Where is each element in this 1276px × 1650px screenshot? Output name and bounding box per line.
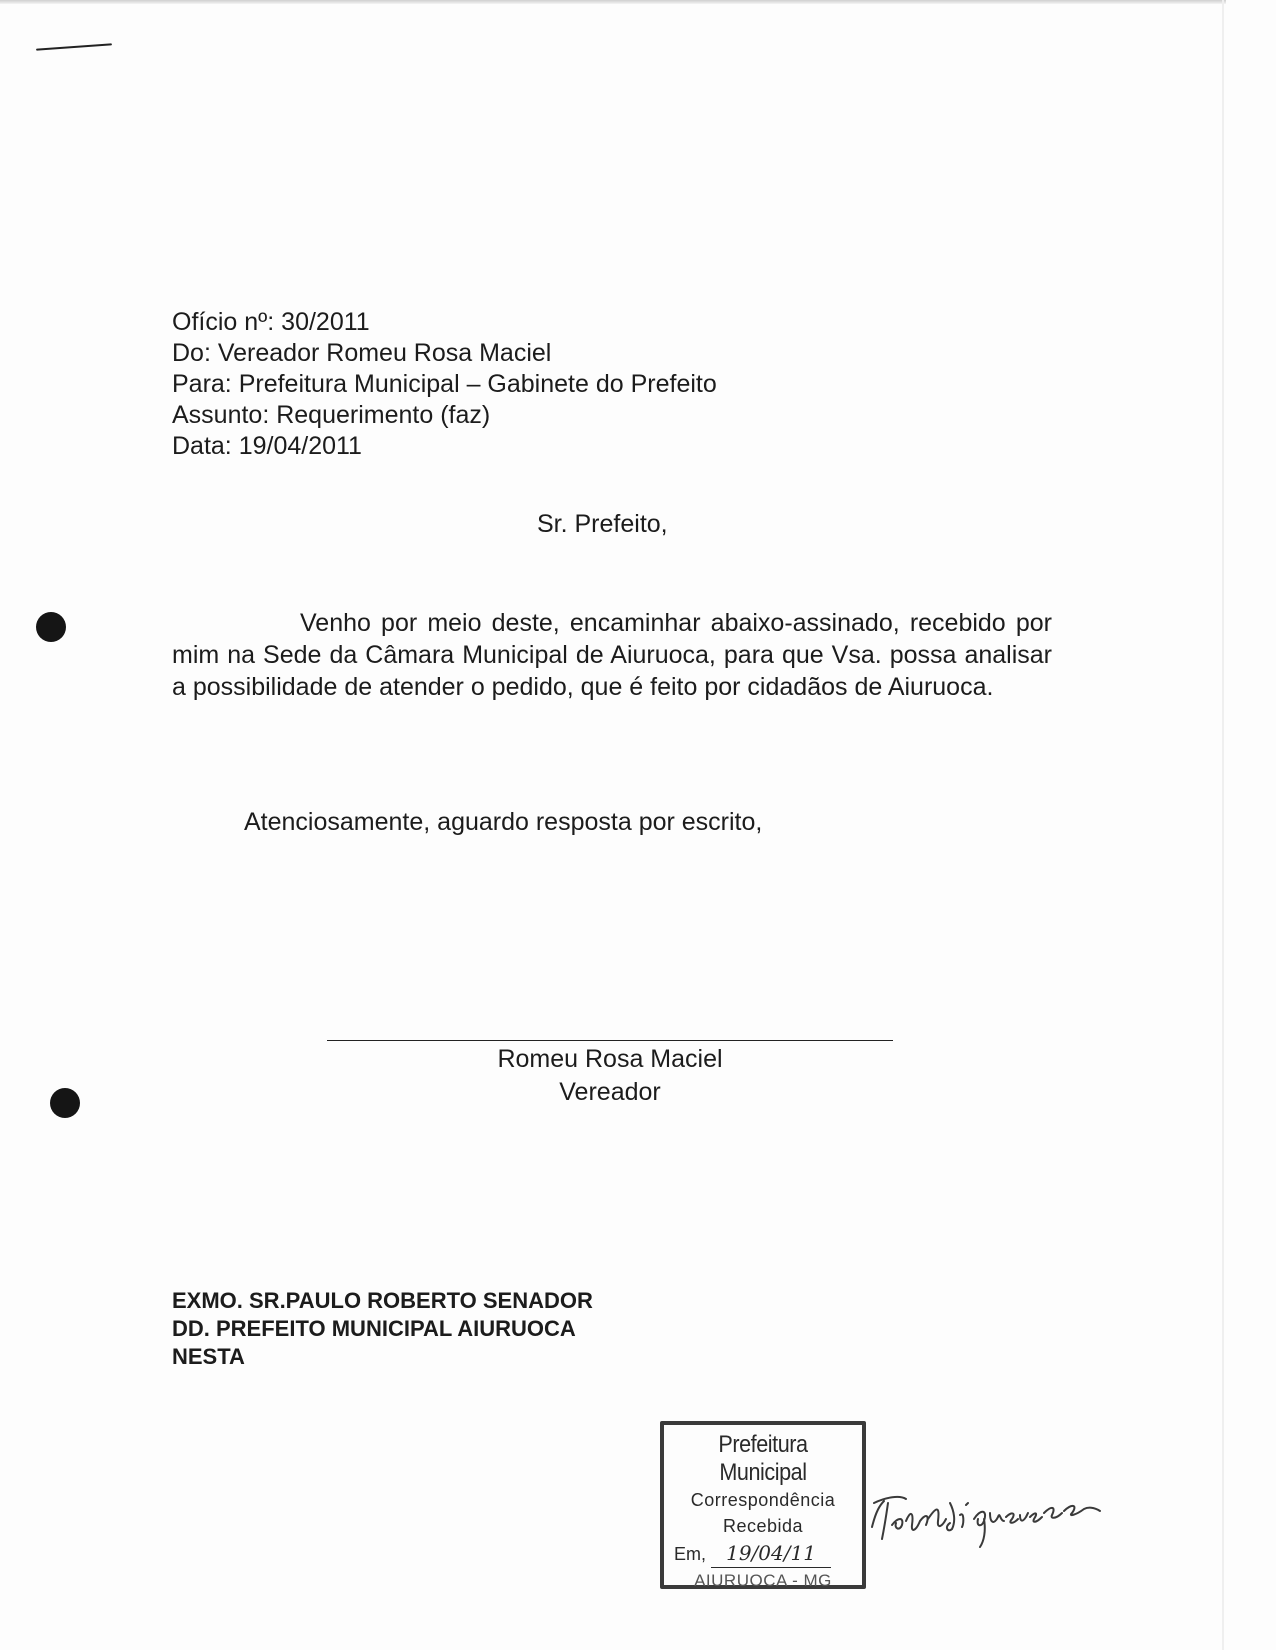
scan-top-edge bbox=[0, 0, 1226, 4]
oficio-number: Ofício nº: 30/2011 bbox=[172, 308, 370, 336]
closing-line: Atenciosamente, aguardo resposta por escrito, bbox=[244, 808, 763, 836]
recipient-name: EXMO. SR.PAULO ROBERTO SENADOR bbox=[172, 1288, 593, 1313]
punch-hole-bottom bbox=[50, 1088, 80, 1118]
signatory-title: Vereador bbox=[559, 1078, 661, 1106]
signature-line bbox=[327, 1040, 893, 1041]
subject-line: Assunto: Requerimento (faz) bbox=[172, 401, 491, 429]
recipient-block bbox=[172, 1287, 593, 1371]
stamp-date-value: 19/04/11 bbox=[711, 1539, 831, 1568]
recipient-role: DD. PREFEITO MUNICIPAL AIURUOCA bbox=[172, 1316, 576, 1341]
recipient-locality: NESTA bbox=[172, 1344, 245, 1369]
signatory-name: Romeu Rosa Maciel bbox=[497, 1045, 723, 1073]
stamp-date-label: Em, bbox=[674, 1544, 707, 1564]
stamp-date bbox=[664, 1539, 862, 1568]
received-stamp bbox=[660, 1421, 866, 1589]
letter-header bbox=[172, 307, 717, 462]
stamp-line-2: Recebida bbox=[722, 1516, 804, 1536]
stamp-line-1: Correspondência bbox=[690, 1490, 836, 1510]
recipient-line: Para: Prefeitura Municipal – Gabinete do Prefeito bbox=[172, 370, 717, 398]
stamp-title: Prefeitura Municipal bbox=[718, 1431, 808, 1486]
date-line: Data: 19/04/2011 bbox=[172, 432, 362, 460]
punch-hole-top bbox=[36, 612, 66, 642]
letter-body bbox=[172, 607, 1052, 703]
stamp-city: AIURUOCA - MG bbox=[694, 1571, 832, 1590]
body-paragraph: Venho por meio deste, encaminhar abaixo-assinado, recebido por mim na Sede da Câmara Municipal de Aiuruoca, para que Vsa. possa analisar a possibilidade de atender o pedido, que é feito por cidadãos de Aiuruoca. bbox=[172, 609, 1052, 701]
pen-mark bbox=[36, 43, 112, 50]
scan-right-edge bbox=[1222, 0, 1224, 1650]
salutation: Sr. Prefeito, bbox=[537, 510, 668, 538]
sender-line: Do: Vereador Romeu Rosa Maciel bbox=[172, 339, 552, 367]
handwritten-signature bbox=[866, 1481, 1112, 1551]
